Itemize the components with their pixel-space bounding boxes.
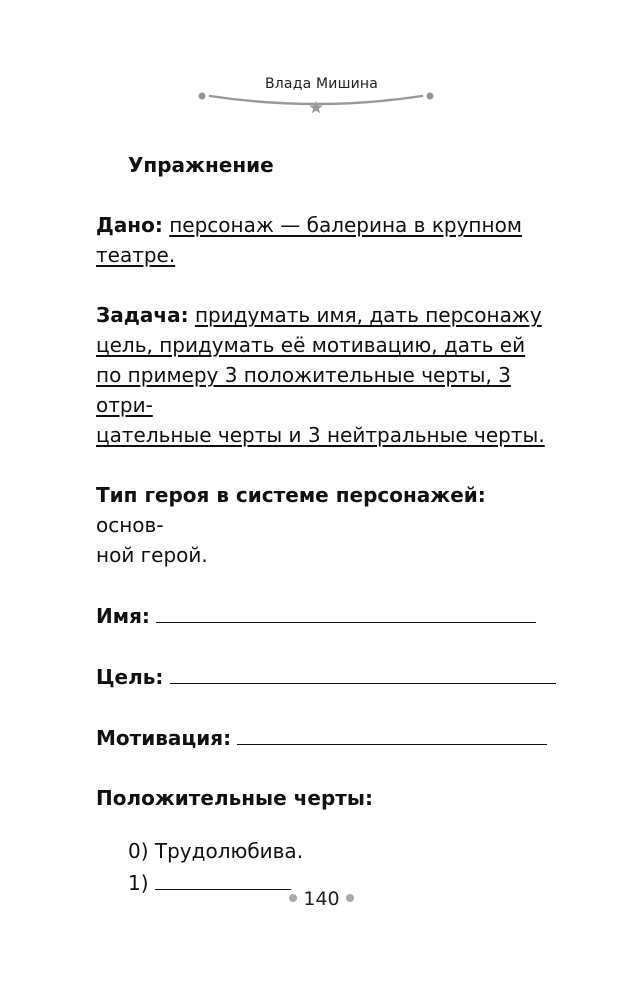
goal-field-row (96, 661, 556, 692)
given-text-line-2: театре. (96, 243, 176, 267)
hero-type-value-line-1: основ- (96, 513, 164, 537)
exercise-title: Упражнение (128, 153, 274, 177)
trait-1-blank-line[interactable] (155, 867, 291, 890)
hero-type-paragraph (96, 480, 556, 570)
page-footer (0, 888, 643, 910)
positive-traits-row (96, 783, 556, 813)
goal-field-label: Цель: (96, 665, 164, 689)
motivation-field-label: Мотивация: (96, 726, 232, 750)
name-blank-line[interactable] (156, 600, 536, 623)
exercise-content (96, 150, 556, 899)
hero-type-value-line-2: ной герой. (96, 543, 208, 567)
goal-blank-line[interactable] (170, 661, 556, 684)
task-line-1: придумать имя, дать персонажу (194, 303, 542, 327)
task-label: Задача: (96, 303, 189, 327)
task-paragraph (96, 300, 556, 450)
author-name: Влада Мишина (264, 76, 379, 92)
name-field-label: Имя: (96, 604, 150, 628)
task-line-2: цель, придумать её мотивацию, дать ей (96, 333, 526, 357)
given-label: Дано: (96, 213, 163, 237)
given-paragraph (96, 210, 556, 270)
hero-type-label: Тип героя в системе персонажей: (96, 483, 486, 507)
task-line-3: по примеру 3 положительные черты, 3 отри- (96, 363, 511, 417)
task-line-4: цательные черты и 3 нейтральные черты. (96, 423, 545, 447)
header-ornament (196, 86, 436, 116)
positive-traits-label: Положительные черты: (96, 786, 373, 810)
footer-right-dot-icon (346, 894, 354, 902)
given-text-line-1: персонаж — балерина в крупном (169, 213, 522, 237)
ornament-left-dot (199, 93, 206, 100)
footer-left-dot-icon (289, 894, 297, 902)
motivation-field-row (96, 722, 556, 753)
name-field-row (96, 600, 556, 631)
list-item-number: 1) (128, 871, 155, 895)
motivation-blank-line[interactable] (237, 722, 547, 745)
list-item: 0) Трудолюбива. (128, 839, 304, 863)
ornament-right-dot (427, 93, 434, 100)
page-number: 140 (303, 888, 340, 910)
